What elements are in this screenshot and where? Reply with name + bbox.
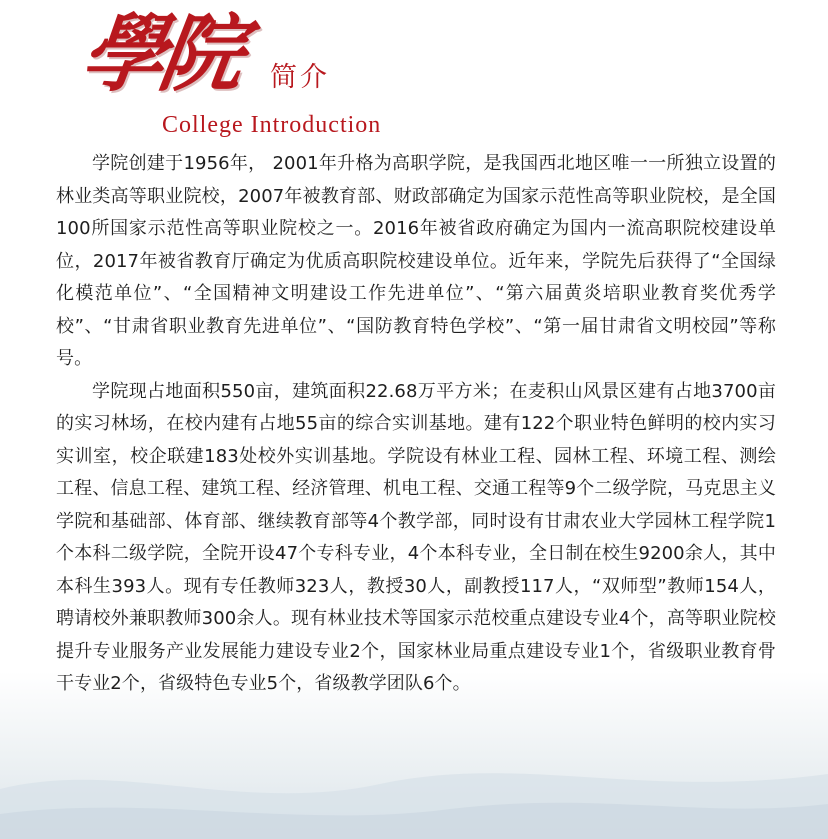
title-english: College Introduction <box>162 112 382 138</box>
paragraph-campus-facts: 学院现占地面积550亩，建筑面积22.68万平方米；在麦积山风景区建有占地3700亩的实习林场，在校内建有占地55亩的综合实训基地。建有122个职业特色鲜明的校内实习实训室，校企联建183处校外实训基地。学院设有林业工程、园林工程、环境工程、测绘工程、信息工程、建筑工程、经济管理、机电工程、交通工程等9个二级学院，马克思主义学院和基础部、体育部、继续教育部等4个教学部，同时设有甘肃农业大学园林工程学院1个本科二级学院，全院开设47个专科专业，4个本科专业，全日制在校生9200余人，其中本科生393人。现有专任教师323人，教授30人，副教授117人，“双师型”教师154人，聘请校外兼职教师300余人。现有林业技术等国家示范校重点建设专业4个，高等职业院校提升专业服务产业发展能力建设专业2个，国家林业局重点建设专业1个，省级职业教育骨干专业2个，省级特色专业5个，省级教学团队6个。 <box>56 380 776 694</box>
header-logo <box>70 4 470 138</box>
background-wave-decoration <box>0 719 828 839</box>
title-sub: 简介 <box>270 62 330 93</box>
introduction-body <box>56 148 776 701</box>
paragraph-history: 学院创建于1956年， 2001年升格为高职学院，是我国西北地区唯一一所独立设置的林业类高等职业院校，2007年被教育部、财政部确定为国家示范性高等职业院校，是全国100所国家示范性高等职业院校之一。2016年被省政府确定为国内一流高职院校建设单位，2017年被省教育厅确定为优质高职院校建设单位。近年来，学院先后获得了“全国绿化模范单位”、“全国精神文明建设工作先进单位”、“第六届黄炎培职业教育奖优秀学校”、“甘肃省职业教育先进单位”、“国防教育特色学校”、“第一届甘肃省文明校园”等称号。 <box>56 153 776 369</box>
title-main-calligraphy: 學院 <box>75 4 246 103</box>
